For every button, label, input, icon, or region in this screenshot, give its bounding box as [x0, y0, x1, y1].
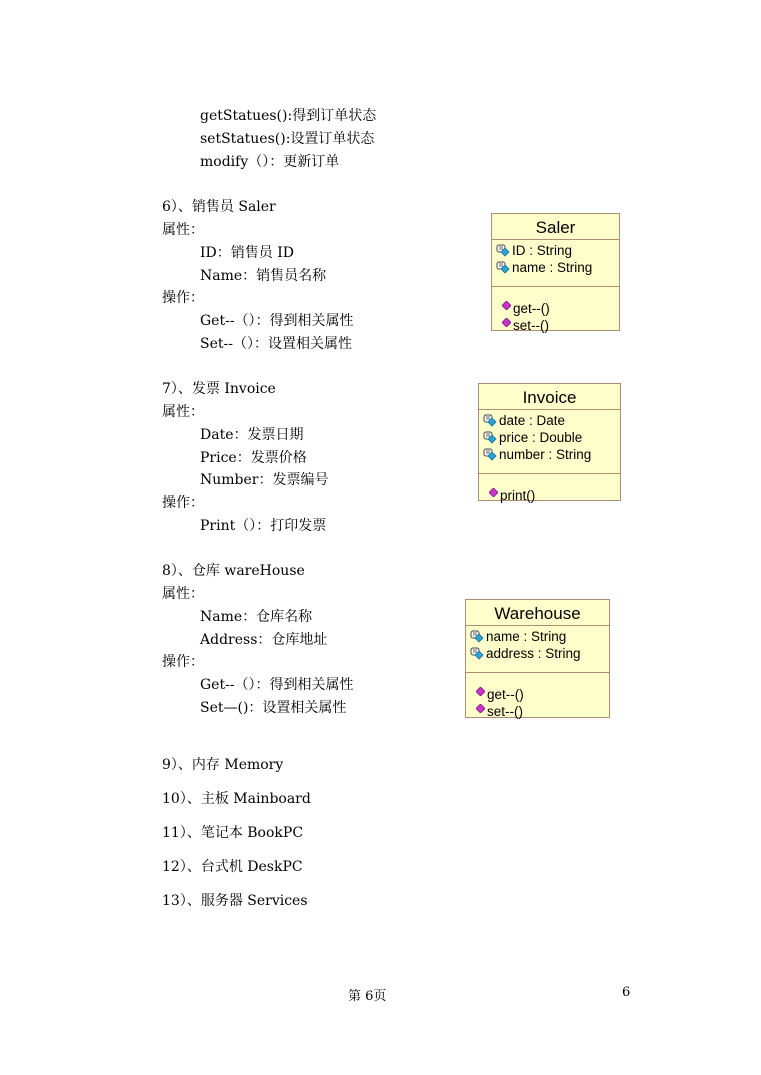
uml-operations	[492, 287, 619, 333]
text-line: getStatues():得到订单状态	[200, 108, 377, 124]
attribute-icon	[483, 414, 497, 427]
op-label: 操作：	[162, 495, 204, 511]
attr-line: Name：仓库名称	[200, 609, 313, 625]
uml-operations	[479, 474, 620, 503]
attribute-icon	[470, 647, 484, 660]
attr-line: Name：销售员名称	[200, 268, 327, 284]
attr-label: 属性：	[162, 404, 204, 420]
uml-attribute-text: number : String	[499, 447, 592, 462]
page-number: 6	[622, 985, 631, 1000]
operation-icon	[502, 314, 511, 323]
page-label: 第 6页	[348, 989, 387, 1004]
uml-attribute-text: ID : String	[512, 243, 573, 258]
op-label: 操作：	[162, 290, 204, 306]
attr-line: Address：仓库地址	[200, 632, 328, 648]
uml-operation-text: print()	[500, 488, 536, 503]
attr-label: 属性：	[162, 586, 204, 602]
attribute-icon	[483, 431, 497, 444]
operation-icon	[476, 700, 485, 709]
uml-attribute	[470, 645, 609, 662]
uml-operation	[476, 683, 609, 700]
uml-operations	[466, 673, 609, 719]
attr-line: Number：发票编号	[200, 472, 329, 488]
uml-operation-text: get--()	[487, 687, 524, 702]
list-item: 13）、服务器 Services	[162, 893, 308, 909]
uml-operation	[502, 297, 619, 314]
uml-attribute-text: price : Double	[499, 430, 583, 445]
uml-attributes	[492, 240, 619, 287]
uml-attributes	[479, 410, 620, 474]
uml-attribute	[496, 259, 619, 276]
list-item: 11）、笔记本 BookPC	[162, 825, 304, 841]
uml-operation-text: set--()	[513, 318, 549, 333]
op-label: 操作：	[162, 654, 204, 670]
attribute-icon	[496, 261, 510, 274]
op-line: Get--（）：得到相关属性	[200, 313, 354, 329]
uml-operation-text: get--()	[513, 301, 550, 316]
uml-class-saler	[491, 213, 620, 331]
section-heading: 8）、仓库 wareHouse	[162, 563, 305, 579]
attr-line: Date：发票日期	[200, 427, 304, 443]
uml-attribute-text: name : String	[486, 629, 567, 644]
uml-operation	[476, 700, 609, 717]
op-line: Print（）：打印发票	[200, 518, 327, 534]
uml-operation	[489, 484, 620, 501]
section-heading: 7）、发票 Invoice	[162, 381, 276, 397]
op-line: Set--（）：设置相关属性	[200, 336, 352, 352]
attr-label: 属性：	[162, 222, 204, 238]
operation-icon	[502, 297, 511, 306]
attr-line: Price：发票价格	[200, 450, 307, 466]
uml-attribute	[483, 429, 620, 446]
attr-line: ID：销售员 ID	[200, 245, 294, 261]
uml-attribute	[496, 242, 619, 259]
uml-class-title: Saler	[492, 214, 619, 240]
uml-attribute-text: address : String	[486, 646, 581, 661]
list-item: 10）、主板 Mainboard	[162, 791, 311, 807]
uml-class-title: Warehouse	[466, 600, 609, 626]
uml-operation-text: set--()	[487, 704, 523, 719]
op-line: Get--（）：得到相关属性	[200, 677, 354, 693]
uml-attribute-text: name : String	[512, 260, 593, 275]
uml-class-warehouse	[465, 599, 610, 718]
operation-icon	[489, 484, 498, 493]
uml-attribute	[483, 446, 620, 463]
attribute-icon	[483, 448, 497, 461]
attribute-icon	[496, 244, 510, 257]
list-item: 9）、内存 Memory	[162, 757, 284, 773]
operation-icon	[476, 683, 485, 692]
uml-class-title: Invoice	[479, 384, 620, 410]
attribute-icon	[470, 630, 484, 643]
uml-attributes	[466, 626, 609, 673]
section-heading: 6）、销售员 Saler	[162, 199, 276, 215]
uml-attribute-text: date : Date	[499, 413, 566, 428]
uml-attribute	[470, 628, 609, 645]
uml-class-invoice	[478, 383, 621, 501]
op-line: Set—()：设置相关属性	[200, 700, 347, 716]
uml-operation	[502, 314, 619, 331]
uml-attribute	[483, 412, 620, 429]
text-line: modify（）：更新订单	[200, 154, 340, 170]
text-line: setStatues():设置订单状态	[200, 131, 375, 147]
list-item: 12）、台式机 DeskPC	[162, 859, 303, 875]
